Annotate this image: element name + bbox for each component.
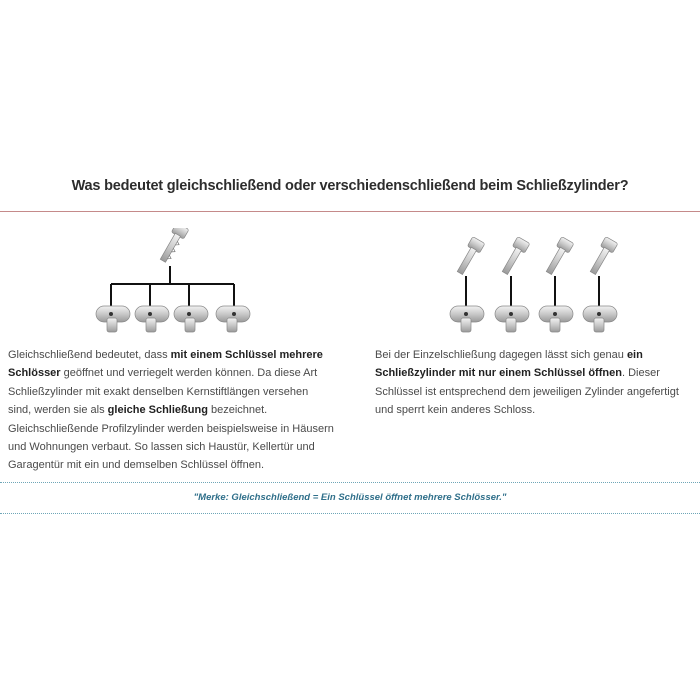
keyed-alike-illustration: [80, 228, 260, 343]
lock-cylinder-icon: [135, 306, 169, 332]
lock-cylinder-icon: [583, 306, 617, 332]
text-segment: bezeichnet. Gleichschließende Profilzylinder werden beispielsweise in Häusern und Wohnungen verbaut. So lassen sich Haustür, Kellertür und Garagentür mit ein und demselben Schlüssel öffnen.: [8, 404, 334, 472]
heading-divider: [0, 211, 700, 212]
lock-cylinder-icon: [539, 306, 573, 332]
keyed-different-illustration: [438, 230, 638, 345]
merke-top-divider: [0, 482, 700, 483]
text-segment: geöffnet und verriegelt werden können. Da diese Art Schließzylinder mit exakt denselben Kernstiftlängen versehen sind, werden sie als: [8, 367, 318, 417]
lock-cylinder-icon: [450, 306, 484, 332]
lock-cylinder-icon: [96, 306, 130, 332]
text-segment-bold: ein Schließzylinder mit nur einem Schlüssel öffnen: [375, 349, 643, 380]
text-segment: Gleichschließend bedeutet, dass: [8, 349, 171, 361]
merke-note: "Merke: Gleichschließend = Ein Schlüssel öffnet mehrere Schlösser.": [193, 492, 507, 503]
key-icon: [499, 237, 530, 277]
connector-lines: [466, 276, 599, 306]
key-icon: [587, 237, 618, 277]
merke-bottom-divider: [0, 513, 700, 514]
lock-cylinder-icon: [216, 306, 250, 332]
lock-cylinder-icon: [495, 306, 529, 332]
text-segment-bold: gleiche Schließung: [107, 404, 208, 417]
text-segment: Bei der Einzelschließung dagegen lässt sich genau: [375, 349, 627, 361]
keyed-different-description: [375, 346, 697, 420]
text-segment: . Dieser Schlüssel ist entsprechend dem jeweiligen Zylinder angefertigt und sperrt kein anderes Schloss.: [375, 367, 679, 417]
keyed-alike-description: [8, 346, 334, 475]
key-icon: [543, 237, 574, 277]
lock-cylinder-icon: [174, 306, 208, 332]
page-title: Was bedeutet gleichschließend oder verschiedenschließend beim Schließzylinder?: [71, 178, 629, 194]
key-icon: [454, 237, 485, 277]
key-icon: [157, 228, 189, 264]
text-segment-bold: mit einem Schlüssel mehrere Schlösser: [8, 349, 323, 380]
connector-lines: [111, 266, 234, 306]
